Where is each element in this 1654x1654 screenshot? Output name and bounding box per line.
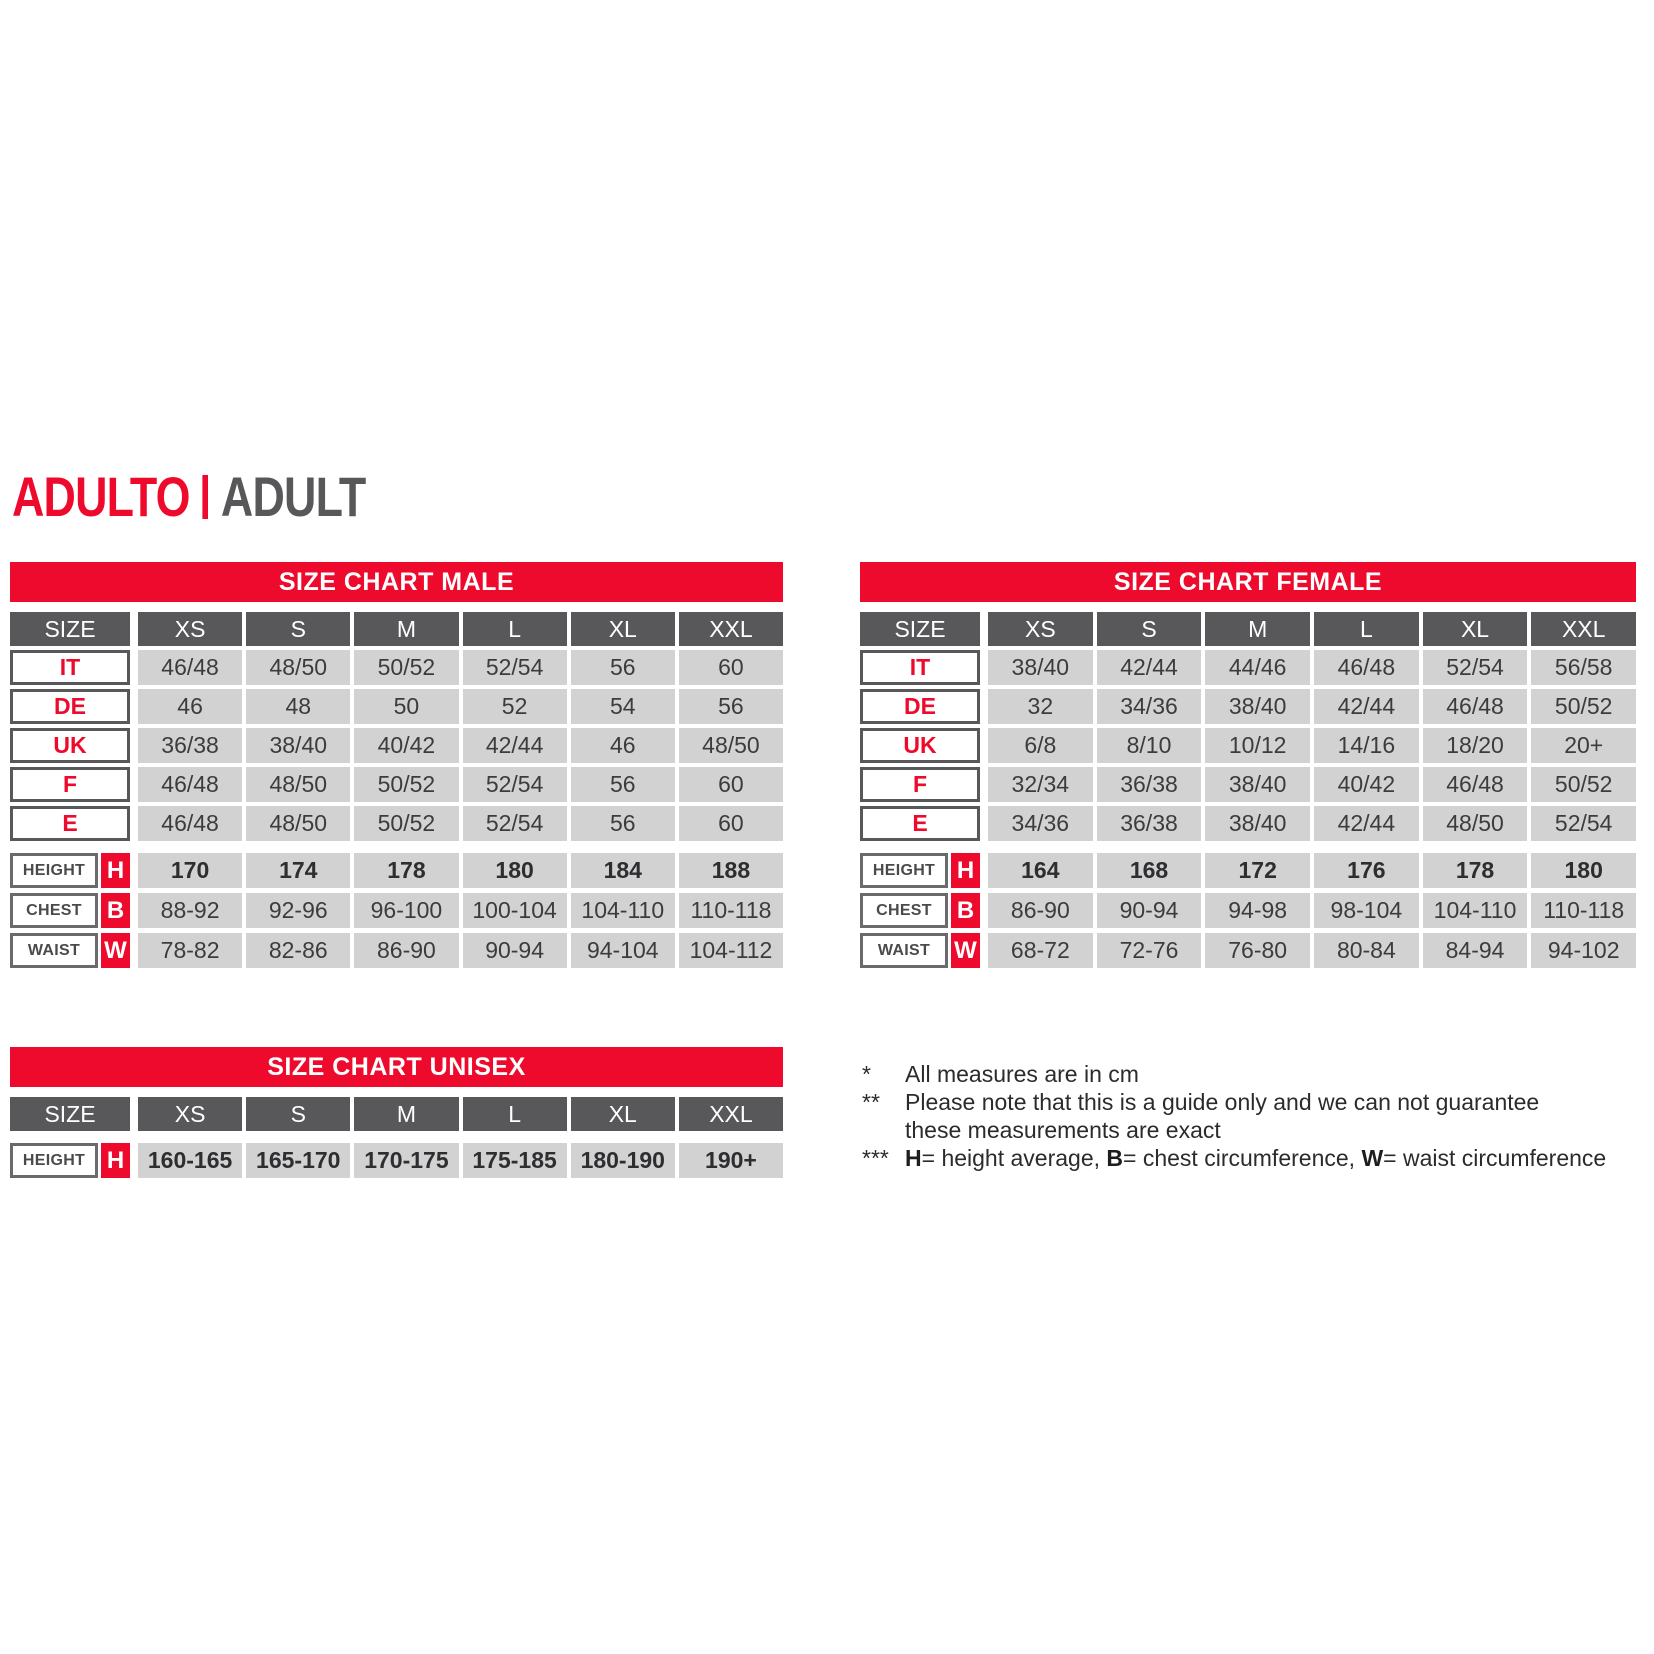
size-cell: 40/42	[354, 728, 458, 763]
size-cell: 52/54	[463, 767, 567, 802]
measure-cell: 160-165	[138, 1143, 242, 1178]
measure-cell: 110-118	[1531, 893, 1636, 928]
size-cell: 44/46	[1205, 650, 1310, 685]
measure-row-chest	[860, 893, 1636, 928]
footnote-marker: ***	[862, 1145, 889, 1171]
size-row-label: IT	[860, 650, 980, 685]
size-row-label: DE	[860, 689, 980, 724]
footnote-text	[905, 1088, 1562, 1144]
size-row-label: E	[860, 806, 980, 841]
measure-row-waist	[860, 933, 1636, 968]
measure-cell: 104-112	[679, 933, 783, 968]
column-header-l: L	[463, 1097, 567, 1131]
measure-cell: 168	[1097, 853, 1202, 888]
size-cell: 34/36	[1097, 689, 1202, 724]
size-cell: 50/52	[354, 806, 458, 841]
measure-letter-badge: W	[101, 933, 130, 968]
measure-cell: 190+	[679, 1143, 783, 1178]
measure-cell: 94-98	[1205, 893, 1310, 928]
size-cell: 46/48	[138, 650, 242, 685]
size-cell: 40/42	[1314, 767, 1419, 802]
measure-letter-badge: B	[951, 893, 980, 928]
footnote-segment: All measures are in cm	[905, 1061, 1139, 1087]
size-cell: 36/38	[138, 728, 242, 763]
footnote-marker: *	[862, 1061, 871, 1087]
measure-cell: 86-90	[988, 893, 1093, 928]
measure-cell: 170-175	[354, 1143, 458, 1178]
size-cell: 42/44	[1097, 650, 1202, 685]
page-title	[12, 464, 365, 529]
measure-cell: 92-96	[246, 893, 350, 928]
measure-cell: 175-185	[463, 1143, 567, 1178]
size-column-header: SIZE	[10, 612, 130, 646]
measure-label-group	[860, 933, 980, 968]
size-cell: 50/52	[1531, 767, 1636, 802]
footnote-row	[862, 1144, 1607, 1172]
footnote-segment: = height average,	[921, 1145, 1107, 1171]
measure-label-group	[860, 853, 980, 888]
size-cell: 46/48	[138, 767, 242, 802]
page-title-secondary: ADULT	[220, 465, 366, 528]
size-cell: 48/50	[246, 806, 350, 841]
measure-cell: 90-94	[463, 933, 567, 968]
size-cell: 60	[679, 767, 783, 802]
measure-letter-badge: B	[101, 893, 130, 928]
size-cell: 38/40	[246, 728, 350, 763]
footnotes	[862, 1060, 1607, 1172]
column-header-m: M	[1205, 612, 1310, 646]
measure-cell: 94-102	[1531, 933, 1636, 968]
size-row-label: F	[860, 767, 980, 802]
size-cell: 46	[571, 728, 675, 763]
size-row-label: UK	[860, 728, 980, 763]
column-header-s: S	[246, 1097, 350, 1131]
size-row-it	[860, 650, 1636, 685]
measure-cell: 172	[1205, 853, 1310, 888]
size-cell: 38/40	[988, 650, 1093, 685]
size-column-header: SIZE	[10, 1097, 130, 1131]
measure-label-group	[10, 853, 130, 888]
measure-letter-badge: W	[951, 933, 980, 968]
column-header-xxl: XXL	[1531, 612, 1636, 646]
size-cell: 36/38	[1097, 806, 1202, 841]
size-row-label: UK	[10, 728, 130, 763]
size-cell: 42/44	[463, 728, 567, 763]
measure-cell: 110-118	[679, 893, 783, 928]
footnote-segment: = chest circumference,	[1123, 1145, 1362, 1171]
footnote-key-letter: H	[905, 1145, 922, 1171]
table-title-bar: SIZE CHART FEMALE	[860, 562, 1636, 602]
size-cell: 36/38	[1097, 767, 1202, 802]
page-title-primary: ADULTO	[12, 465, 190, 528]
size-row-e	[10, 806, 783, 841]
column-header-s: S	[246, 612, 350, 646]
measure-cell: 68-72	[988, 933, 1093, 968]
size-cell: 46/48	[1423, 767, 1528, 802]
size-cell: 38/40	[1205, 689, 1310, 724]
measure-cell: 176	[1314, 853, 1419, 888]
size-column-header: SIZE	[860, 612, 980, 646]
size-cell: 8/10	[1097, 728, 1202, 763]
table-title-bar: SIZE CHART UNISEX	[10, 1047, 783, 1087]
size-cell: 34/36	[988, 806, 1093, 841]
measure-cell: 180	[463, 853, 567, 888]
size-cell: 38/40	[1205, 806, 1310, 841]
size-chart-male-table	[10, 562, 783, 968]
size-cell: 52/54	[1531, 806, 1636, 841]
size-cell: 56	[571, 806, 675, 841]
size-row-it	[10, 650, 783, 685]
size-cell: 54	[571, 689, 675, 724]
size-cell: 14/16	[1314, 728, 1419, 763]
size-row-de	[860, 689, 1636, 724]
measure-row-height	[10, 1143, 783, 1178]
measure-label-group	[10, 933, 130, 968]
table-title-bar: SIZE CHART MALE	[10, 562, 783, 602]
column-header-xxl: XXL	[679, 1097, 783, 1131]
measure-row-label: CHEST	[860, 893, 948, 928]
measure-label-group	[10, 1143, 130, 1178]
table-header-row	[10, 1097, 783, 1131]
footnote-marker: **	[862, 1089, 880, 1115]
column-header-m: M	[354, 1097, 458, 1131]
size-cell: 48	[246, 689, 350, 724]
measure-row-waist	[10, 933, 783, 968]
footnote-text	[905, 1060, 1562, 1088]
measure-cell: 184	[571, 853, 675, 888]
size-cell: 46	[138, 689, 242, 724]
measure-letter-badge: H	[951, 853, 980, 888]
size-cell: 52	[463, 689, 567, 724]
size-cell: 48/50	[1423, 806, 1528, 841]
column-header-xs: XS	[138, 1097, 242, 1131]
measure-cell: 104-110	[571, 893, 675, 928]
measure-row-chest	[10, 893, 783, 928]
measure-label-group	[10, 893, 130, 928]
measure-cell: 78-82	[138, 933, 242, 968]
measure-row-height	[10, 853, 783, 888]
column-header-xl: XL	[1423, 612, 1528, 646]
measure-cell: 80-84	[1314, 933, 1419, 968]
size-cell: 20+	[1531, 728, 1636, 763]
size-row-f	[10, 767, 783, 802]
footnote-row	[862, 1060, 1562, 1088]
size-chart-unisex-table	[10, 1047, 783, 1178]
measure-row-label: WAIST	[10, 933, 98, 968]
measure-cell: 164	[988, 853, 1093, 888]
size-row-label: E	[10, 806, 130, 841]
measure-cell: 165-170	[246, 1143, 350, 1178]
size-cell: 56	[571, 650, 675, 685]
size-cell: 32/34	[988, 767, 1093, 802]
size-cell: 60	[679, 806, 783, 841]
size-cell: 52/54	[463, 650, 567, 685]
measure-label-group	[860, 893, 980, 928]
size-cell: 46/48	[1314, 650, 1419, 685]
footnote-row	[862, 1088, 1562, 1144]
column-header-xl: XL	[571, 612, 675, 646]
footnote-key-letter: B	[1106, 1145, 1124, 1171]
size-row-f	[860, 767, 1636, 802]
size-row-e	[860, 806, 1636, 841]
measure-cell: 84-94	[1423, 933, 1528, 968]
measure-row-label: HEIGHT	[10, 853, 98, 888]
size-cell: 48/50	[246, 767, 350, 802]
measure-cell: 180	[1531, 853, 1636, 888]
column-header-l: L	[463, 612, 567, 646]
column-header-xs: XS	[988, 612, 1093, 646]
measure-cell: 180-190	[571, 1143, 675, 1178]
size-row-label: F	[10, 767, 130, 802]
size-cell: 32	[988, 689, 1093, 724]
size-cell: 56	[679, 689, 783, 724]
size-cell: 50/52	[1531, 689, 1636, 724]
measure-cell: 178	[354, 853, 458, 888]
footnote-key-letter: W	[1361, 1145, 1384, 1171]
measure-cell: 174	[246, 853, 350, 888]
measure-row-label: CHEST	[10, 893, 98, 928]
column-header-xl: XL	[571, 1097, 675, 1131]
measure-cell: 188	[679, 853, 783, 888]
size-cell: 52/54	[463, 806, 567, 841]
measure-row-height	[860, 853, 1636, 888]
size-row-label: IT	[10, 650, 130, 685]
measure-cell: 88-92	[138, 893, 242, 928]
measure-cell: 86-90	[354, 933, 458, 968]
measure-cell: 100-104	[463, 893, 567, 928]
size-cell: 18/20	[1423, 728, 1528, 763]
column-header-xxl: XXL	[679, 612, 783, 646]
size-row-label: DE	[10, 689, 130, 724]
size-cell: 56	[571, 767, 675, 802]
size-cell: 52/54	[1423, 650, 1528, 685]
column-header-m: M	[354, 612, 458, 646]
footnote-text	[905, 1144, 1606, 1172]
measure-cell: 72-76	[1097, 933, 1202, 968]
measure-cell: 94-104	[571, 933, 675, 968]
size-cell: 38/40	[1205, 767, 1310, 802]
size-row-de	[10, 689, 783, 724]
column-header-s: S	[1097, 612, 1202, 646]
measure-letter-badge: H	[101, 1143, 130, 1178]
size-cell: 46/48	[138, 806, 242, 841]
column-header-xs: XS	[138, 612, 242, 646]
size-row-uk	[10, 728, 783, 763]
size-chart-female-table	[860, 562, 1636, 968]
measure-cell: 170	[138, 853, 242, 888]
size-cell: 48/50	[679, 728, 783, 763]
size-cell: 46/48	[1423, 689, 1528, 724]
measure-cell: 104-110	[1423, 893, 1528, 928]
measure-letter-badge: H	[101, 853, 130, 888]
measure-cell: 178	[1423, 853, 1528, 888]
size-cell: 56/58	[1531, 650, 1636, 685]
table-header-row	[10, 612, 783, 646]
size-cell: 42/44	[1314, 689, 1419, 724]
size-cell: 50	[354, 689, 458, 724]
measure-row-label: HEIGHT	[860, 853, 948, 888]
measure-cell: 96-100	[354, 893, 458, 928]
footnote-segment: Please note that this is a guide only and we can not guarantee these measurements are exact	[905, 1089, 1540, 1143]
measure-row-label: WAIST	[860, 933, 948, 968]
size-cell: 50/52	[354, 650, 458, 685]
size-cell: 42/44	[1314, 806, 1419, 841]
measure-cell: 82-86	[246, 933, 350, 968]
measure-cell: 98-104	[1314, 893, 1419, 928]
measure-cell: 76-80	[1205, 933, 1310, 968]
table-header-row	[860, 612, 1636, 646]
size-cell: 50/52	[354, 767, 458, 802]
size-cell: 48/50	[246, 650, 350, 685]
size-cell: 60	[679, 650, 783, 685]
size-cell: 6/8	[988, 728, 1093, 763]
size-cell: 10/12	[1205, 728, 1310, 763]
size-row-uk	[860, 728, 1636, 763]
footnote-segment: = waist circumference	[1383, 1145, 1607, 1171]
column-header-l: L	[1314, 612, 1419, 646]
measure-cell: 90-94	[1097, 893, 1202, 928]
title-separator-bar	[203, 475, 209, 519]
measure-row-label: HEIGHT	[10, 1143, 98, 1178]
